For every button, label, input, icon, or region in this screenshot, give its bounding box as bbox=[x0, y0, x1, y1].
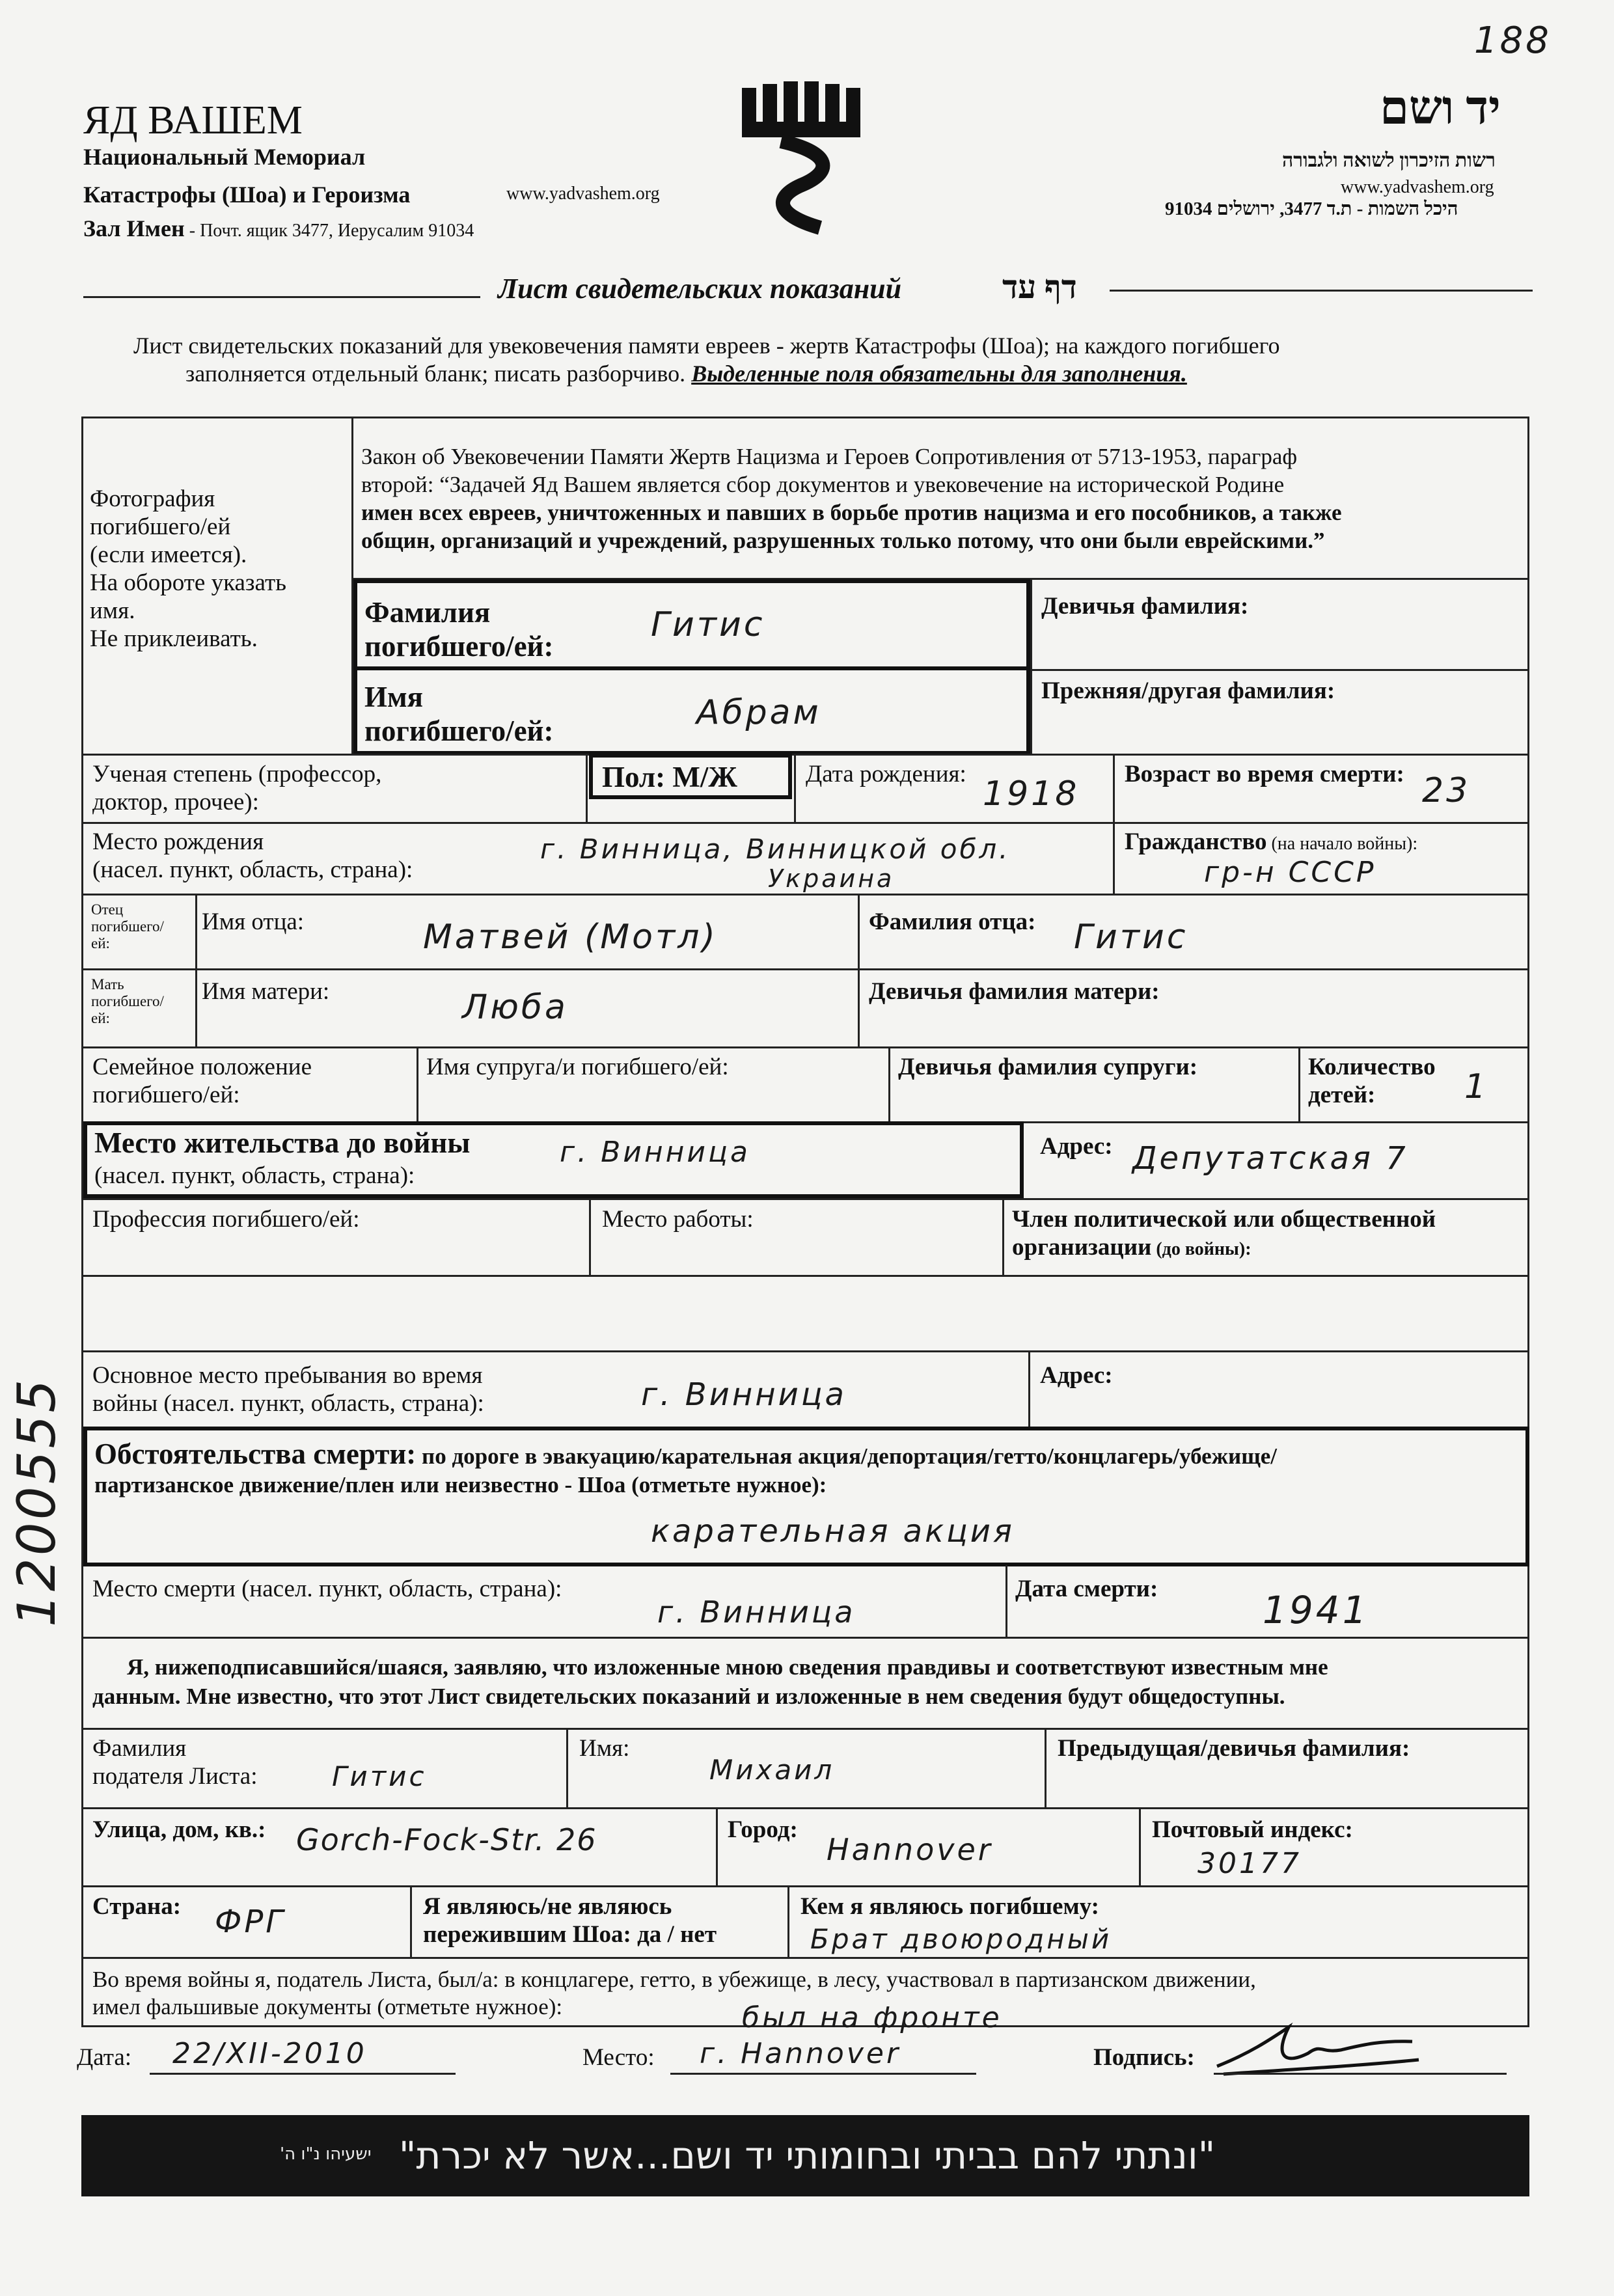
footer-ref: ישעיהו נ"ו ה' bbox=[280, 2144, 372, 2164]
submitter-name-label: Имя: bbox=[579, 1735, 630, 1762]
death-place-value[interactable]: г. Винница bbox=[657, 1594, 856, 1630]
signature-label: Подпись: bbox=[1093, 2044, 1195, 2071]
wartime-address-label: Адрес: bbox=[1040, 1362, 1113, 1389]
wartime-place-label: Основное место пребывания во время войны (насел. пункт, область, страна): bbox=[92, 1362, 484, 1417]
address-label: Адрес: bbox=[1040, 1133, 1113, 1160]
wartime-place-value[interactable]: г. Винница bbox=[641, 1376, 847, 1413]
age-value[interactable]: 23 bbox=[1422, 771, 1471, 810]
yad-vashem-logo bbox=[735, 81, 885, 238]
birth-place-value-2[interactable]: Украина bbox=[768, 864, 895, 893]
first-name-label: Имя погибшего/ей: bbox=[364, 681, 554, 747]
birth-place-label: Место рождения (насел. пункт, область, страна): bbox=[92, 828, 413, 883]
city-label: Город: bbox=[728, 1816, 798, 1843]
birth-place-value[interactable]: г. Винница, Винницкой обл. bbox=[540, 833, 1011, 865]
circumstances-label: Обстоятельства смерти: bbox=[94, 1438, 417, 1470]
surname-label: Фамилия погибшего/ей: bbox=[364, 596, 554, 663]
war-me-line2: имел фальшивые документы (отметьте нужное): bbox=[92, 1994, 563, 2019]
father-side-label: Отец погибшего/ ей: bbox=[91, 901, 164, 951]
intro-line1: Лист свидетельских показаний для увековечения памяти евреев - жертв Катастрофы (Шоа); на каждого погибшего bbox=[133, 333, 1280, 359]
profession-label: Профессия погибшего/ей: bbox=[92, 1206, 360, 1233]
death-date-label: Дата смерти: bbox=[1015, 1576, 1158, 1602]
page-number: 188 bbox=[1474, 20, 1552, 62]
intro-required: Выделенные поля обязательны для заполнения. bbox=[691, 361, 1187, 387]
mother-side-label: Мать погибшего/ ей: bbox=[91, 976, 164, 1026]
org-line1: Национальный Мемориал bbox=[83, 144, 366, 170]
first-name-value[interactable]: Абрам bbox=[696, 693, 821, 732]
surname-value[interactable]: Гитис bbox=[651, 605, 765, 644]
declaration-line1: Я, нижеподписавшийся/шаяся, заявляю, что изложенные мною сведения правдивы и соответствуют известным мне bbox=[127, 1654, 1328, 1680]
workplace-label: Место работы: bbox=[602, 1206, 754, 1233]
relation-value[interactable]: Брат двоюродный bbox=[810, 1923, 1112, 1955]
relation-label: Кем я являюсь погибшему: bbox=[800, 1893, 1099, 1920]
war-me-value[interactable]: был на фронте bbox=[742, 2001, 1002, 2034]
org-name-he: יד ושם bbox=[1380, 82, 1501, 134]
mother-name-value[interactable]: Люба bbox=[462, 988, 568, 1027]
war-me-line1: Во время войны я, податель Листа, был/а: в концлагере, гетто, в убежище, в лесу, участвовал в партизанском движении, bbox=[92, 1967, 1256, 1992]
father-name-label: Имя отца: bbox=[202, 909, 305, 935]
place-value[interactable]: г. Hannover bbox=[700, 2037, 901, 2070]
hall-label: Зал Имен bbox=[83, 215, 185, 241]
street-label: Улица, дом, кв.: bbox=[92, 1816, 266, 1843]
form-title: Лист свидетельских показаний bbox=[498, 273, 902, 305]
children-label: Количество детей: bbox=[1308, 1054, 1436, 1108]
father-surname-label: Фамилия отца: bbox=[869, 909, 1036, 935]
birth-date-value[interactable]: 1918 bbox=[983, 774, 1080, 813]
survivor-label[interactable]: Я являюсь/не являюсь пережившим Шоа: да / нет bbox=[423, 1893, 717, 1948]
mother-name-label: Имя матери: bbox=[202, 978, 330, 1005]
date-value[interactable]: 22/XII-2010 bbox=[172, 2037, 367, 2070]
citizenship-label: Гражданство bbox=[1125, 828, 1267, 855]
website-right: www.yadvashem.org bbox=[1341, 177, 1494, 197]
postal-value[interactable]: 30177 bbox=[1197, 1847, 1302, 1880]
photo-note: Фотография погибшего/ей (если имеется). На обороте указать имя. Не приклеивать. bbox=[90, 485, 287, 652]
marital-label: Семейное положение погибшего/ей: bbox=[92, 1054, 312, 1108]
intro-line2: заполняется отдельный бланк; писать разборчиво. bbox=[185, 361, 692, 387]
country-value[interactable]: ФРГ bbox=[215, 1904, 286, 1940]
address-value[interactable]: Депутатская 7 bbox=[1132, 1140, 1408, 1177]
place-label: Место: bbox=[582, 2044, 655, 2071]
form-title-he: דף עד bbox=[1002, 269, 1077, 305]
residence-label: Место жительства до войны bbox=[94, 1127, 471, 1159]
date-label: Дата: bbox=[77, 2044, 132, 2071]
mother-maiden-label: Девичья фамилия матери: bbox=[869, 978, 1160, 1005]
law-text: Закон об Увековечении Памяти Жертв Нацизма и Героев Сопротивления от 5713-1953, параграф второй: “Задачей Яд Вашем является сбор документов и увековечение на исторической Родине имен всех евреев, уничтоженных и павших в борьбе против нацизма и его пособников, а также общин, организаций и учреждений, разрушенных только потому, что они были еврейскими.” bbox=[361, 444, 1342, 553]
maiden-label: Девичья фамилия: bbox=[1041, 593, 1249, 620]
spouse-name-label: Имя супруга/и погибшего/ей: bbox=[426, 1054, 729, 1080]
postal-label: Почтовый индекс: bbox=[1152, 1816, 1353, 1843]
age-label: Возраст во время смерти: bbox=[1125, 761, 1404, 787]
spouse-maiden-label: Девичья фамилия супруги: bbox=[898, 1054, 1198, 1080]
org-line2: Катастрофы (Шоа) и Героизма bbox=[83, 182, 411, 208]
submitter-name-value[interactable]: Михаил bbox=[709, 1754, 835, 1786]
signature-mark[interactable] bbox=[1210, 2014, 1425, 2086]
residence-value[interactable]: г. Винница bbox=[560, 1136, 750, 1169]
city-value[interactable]: Hannover bbox=[827, 1832, 993, 1867]
hall-address: - Почт. ящик 3477, Иерусалим 91034 bbox=[184, 221, 474, 241]
children-value[interactable]: 1 bbox=[1464, 1067, 1489, 1106]
degree-label: Ученая степень (профессор, доктор, прочее): bbox=[92, 761, 382, 815]
submitter-prev-label: Предыдущая/девичья фамилия: bbox=[1058, 1735, 1410, 1762]
org-name-ru: ЯД ВАШЕМ bbox=[83, 98, 303, 143]
father-name-value[interactable]: Матвей (Мотл) bbox=[423, 918, 718, 957]
website-left: www.yadvashem.org bbox=[506, 184, 660, 204]
citizenship-value[interactable]: гр-н СССР bbox=[1204, 856, 1376, 889]
death-date-value[interactable]: 1941 bbox=[1263, 1588, 1369, 1632]
residence-sub-label: (насел. пункт, область, страна): bbox=[94, 1162, 415, 1189]
gender-label[interactable]: Пол: М/Ж bbox=[602, 761, 737, 793]
authority-he: רשות הזיכרון לשואה ולגבורה bbox=[1282, 150, 1496, 171]
citizenship-note: (на начало войны): bbox=[1266, 834, 1418, 854]
other-surname-label: Прежняя/другая фамилия: bbox=[1041, 677, 1335, 704]
address-he: היכל השמות - ת.ד 3477, ירושלים 91034 bbox=[1165, 198, 1458, 219]
member-label: Член политической или общественной организации (до войны): bbox=[1012, 1206, 1436, 1261]
footer-quote: "ונתתי להם בביתי ובחומותי יד ושם...אשר לא יכרת" bbox=[398, 2133, 1216, 2178]
circumstances-value[interactable]: карательная акция bbox=[651, 1513, 1015, 1550]
birth-date-label: Дата рождения: bbox=[806, 761, 966, 787]
street-value[interactable]: Gorch-Fock-Str. 26 bbox=[296, 1822, 597, 1857]
submitter-surname-label: Фамилия подателя Листа: bbox=[92, 1735, 258, 1790]
death-place-label: Место смерти (насел. пункт, область, страна): bbox=[92, 1576, 562, 1602]
country-label: Страна: bbox=[92, 1893, 182, 1920]
archive-number: 1200555 bbox=[7, 1376, 67, 1627]
father-surname-value[interactable]: Гитис bbox=[1074, 918, 1188, 957]
submitter-surname-value[interactable]: Гитис bbox=[332, 1760, 427, 1792]
declaration-line2: данным. Мне известно, что этот Лист свидетельских показаний и изложенные в нем сведения будут общедоступны. bbox=[92, 1684, 1285, 1709]
circumstances-options: по дороге в эвакуацию/карательная акция/депортация/гетто/концлагерь/убежище/ bbox=[416, 1443, 1278, 1469]
circumstances-options-2: партизанское движение/плен или неизвестно - Шоа (отметьте нужное): bbox=[94, 1472, 827, 1497]
